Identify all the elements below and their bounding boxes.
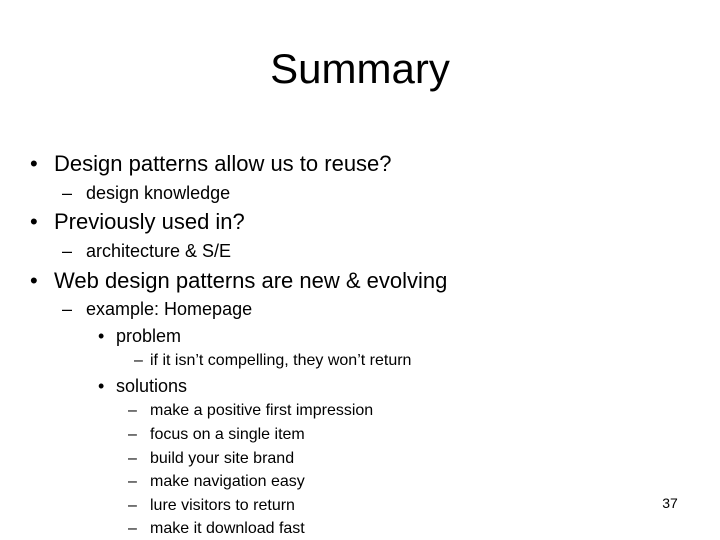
dash-marker: – — [128, 426, 137, 443]
detail-text: if it isn’t compelling, they won’t return — [150, 352, 412, 369]
page-number: 37 — [662, 495, 678, 511]
slide-title: Summary — [270, 45, 450, 92]
dash-marker: – — [128, 497, 137, 514]
detail-text: build your site brand — [150, 450, 295, 467]
dash-marker: – — [134, 352, 143, 369]
sub-sub-bullet-text: solutions — [116, 376, 188, 396]
bullet-text: Design patterns allow us to reuse? — [54, 151, 392, 176]
dash-marker: – — [62, 299, 73, 319]
bullet-marker: • — [30, 268, 38, 293]
bullet-marker: • — [98, 326, 105, 346]
detail-text: make navigation easy — [150, 473, 305, 490]
dash-marker: – — [62, 183, 73, 203]
sub-bullet-text: architecture & S/E — [86, 241, 232, 261]
bullet-marker: • — [30, 209, 38, 234]
bullet-text: Previously used in? — [54, 209, 245, 234]
dash-marker: – — [128, 473, 137, 490]
detail-text: make a positive first impression — [150, 402, 374, 419]
bullet-marker: • — [30, 151, 38, 176]
sub-sub-bullet-text: problem — [116, 326, 182, 346]
detail-text: lure visitors to return — [150, 497, 295, 514]
dash-marker: – — [62, 241, 73, 261]
detail-text: make it download fast — [150, 520, 305, 537]
sub-bullet-text: design knowledge — [86, 183, 231, 203]
dash-marker: – — [128, 402, 137, 419]
bullet-marker: • — [98, 376, 105, 396]
detail-text: focus on a single item — [150, 426, 305, 443]
sub-bullet-text: example: Homepage — [86, 299, 253, 319]
dash-marker: – — [128, 450, 137, 467]
dash-marker: – — [128, 520, 137, 537]
bullet-text: Web design patterns are new & evolving — [54, 268, 448, 293]
